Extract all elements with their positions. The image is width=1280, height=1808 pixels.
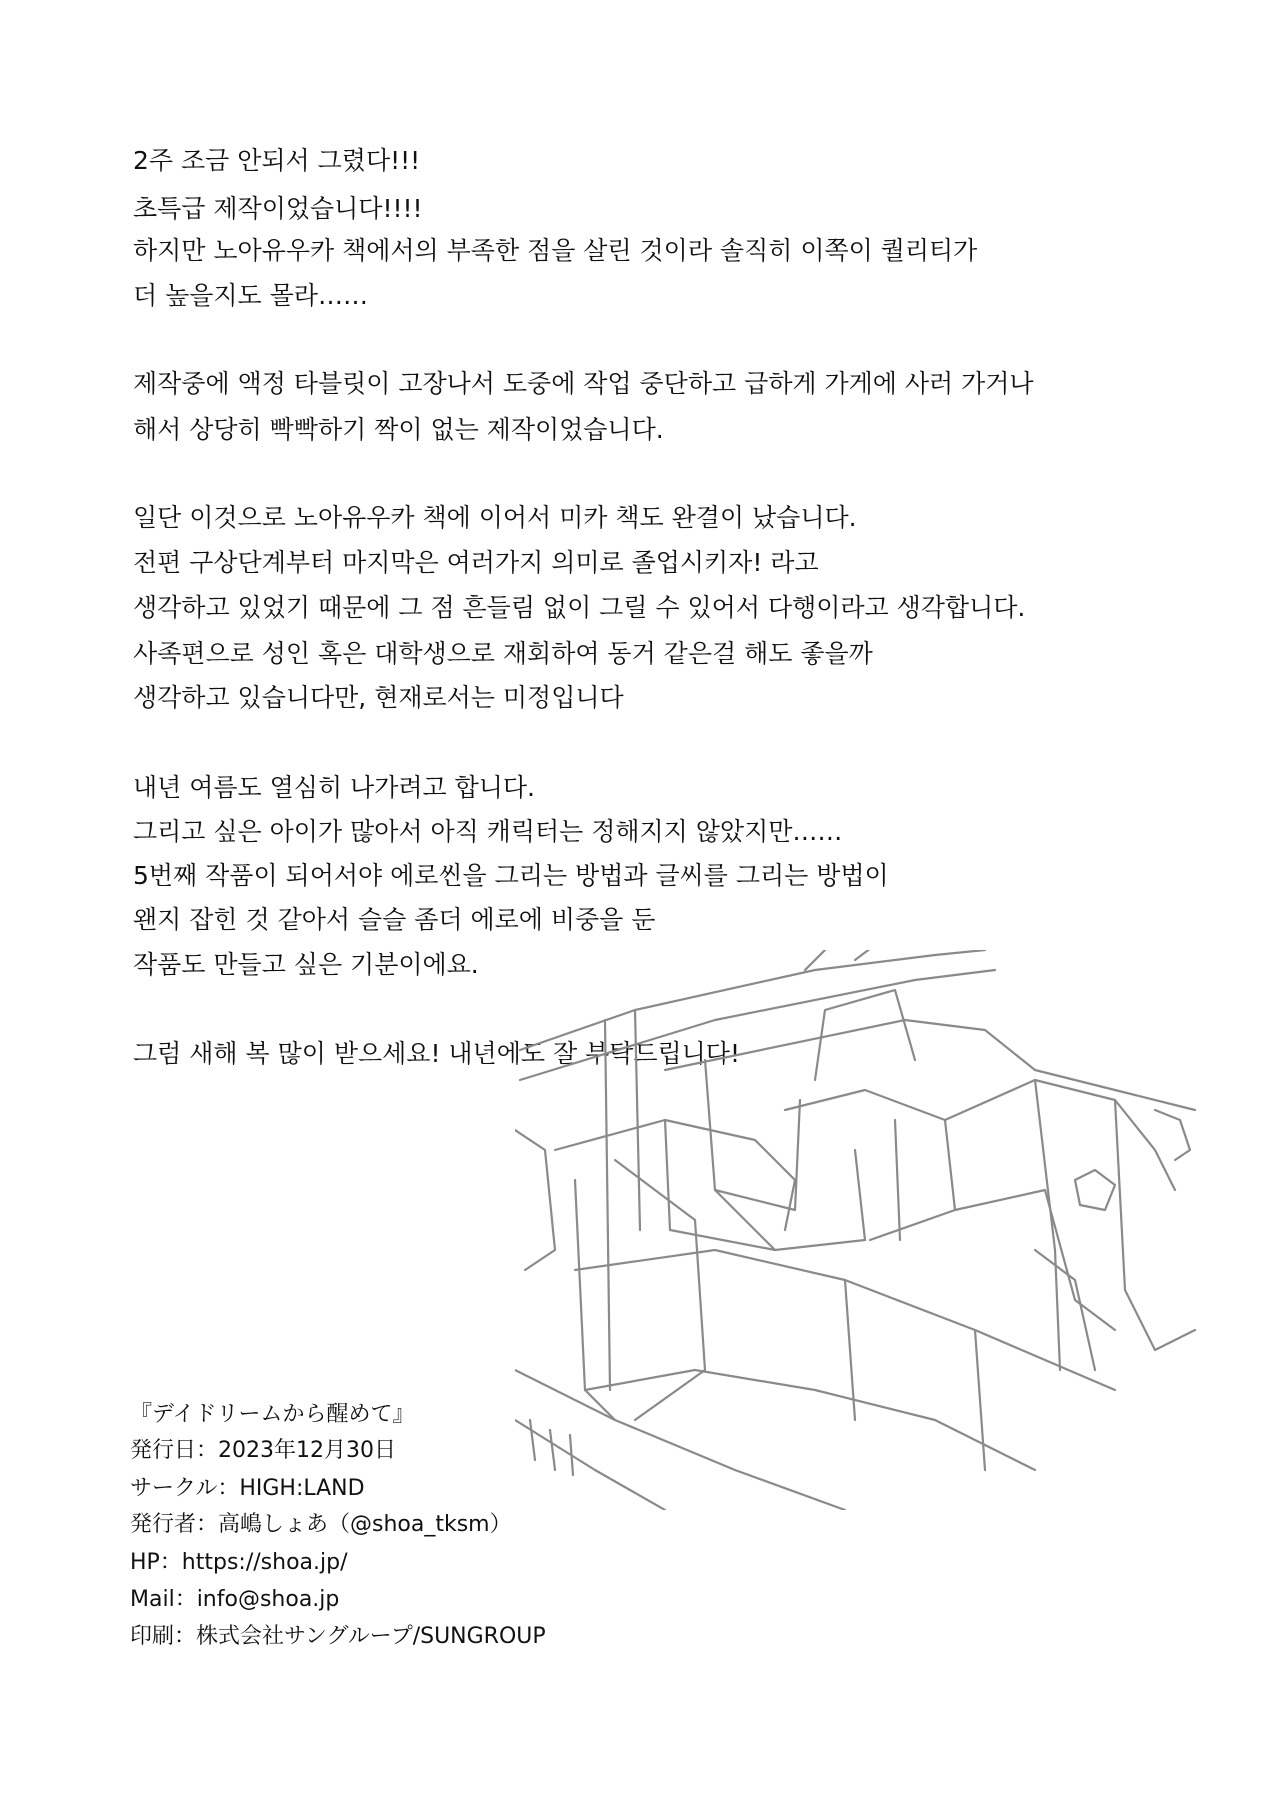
text-line: 그리고 싶은 아이가 많아서 아직 캐릭터는 정해지지 않았지만…… [133, 817, 843, 846]
text-line: 2주 조금 안되서 그렸다!!! [133, 146, 421, 175]
homepage-link: HP：https://shoa.jp/ [130, 1550, 348, 1575]
publisher: 発行者：高嶋しょあ（@shoa_tksm） [130, 1512, 512, 1537]
text-line: 제작중에 액정 타블릿이 고장나서 도중에 작업 중단하고 급하게 가게에 사러 가거나 [133, 369, 1034, 398]
text-line: 하지만 노아유우카 책에서의 부족한 점을 살린 것이라 솔직히 이쪽이 퀄리티가 [133, 236, 978, 265]
text-line: 그럼 새해 복 많이 받으세요! 내년에도 잘 부탁드립니다! [133, 1039, 740, 1068]
printer: 印刷：株式会社サングループ/SUNGROUP [130, 1624, 546, 1649]
text-line: 해서 상당히 빡빡하기 짝이 없는 제작이었습니다. [133, 415, 664, 444]
room-sketch-illustration [515, 950, 1205, 1510]
text-line: 생각하고 있습니다만, 현재로서는 미정입니다 [133, 683, 624, 712]
text-line: 왠지 잡힌 것 같아서 슬슬 좀더 에로에 비중을 둔 [133, 905, 656, 934]
text-line: 작품도 만들고 싶은 기분이에요. [133, 950, 479, 979]
text-line: 내년 여름도 열심히 나가려고 합니다. [133, 773, 535, 802]
book-title: 『デイドリームから醒めて』 [130, 1402, 415, 1427]
text-line: 일단 이것으로 노아유우카 책에 이어서 미카 책도 완결이 났습니다. [133, 503, 857, 532]
text-line: 전편 구상단계부터 마지막은 여러가지 의미로 졸업시키자! 라고 [133, 548, 819, 577]
text-line: 초특급 제작이었습니다!!!! [133, 194, 423, 223]
text-line: 5번째 작품이 되어서야 에로씬을 그리는 방법과 글씨를 그리는 방법이 [133, 861, 889, 890]
text-line: 사족편으로 성인 혹은 대학생으로 재회하여 동거 같은걸 해도 좋을까 [133, 639, 873, 668]
text-line: 더 높을지도 몰라…… [133, 281, 368, 310]
publish-date: 発行日：2023年12月30日 [130, 1438, 396, 1463]
circle-name: サークル：HIGH:LAND [130, 1476, 365, 1501]
mail-address: Mail：info@shoa.jp [130, 1587, 340, 1612]
text-line: 생각하고 있었기 때문에 그 점 흔들림 없이 그릴 수 있어서 다행이라고 생각합니다. [133, 593, 1026, 622]
